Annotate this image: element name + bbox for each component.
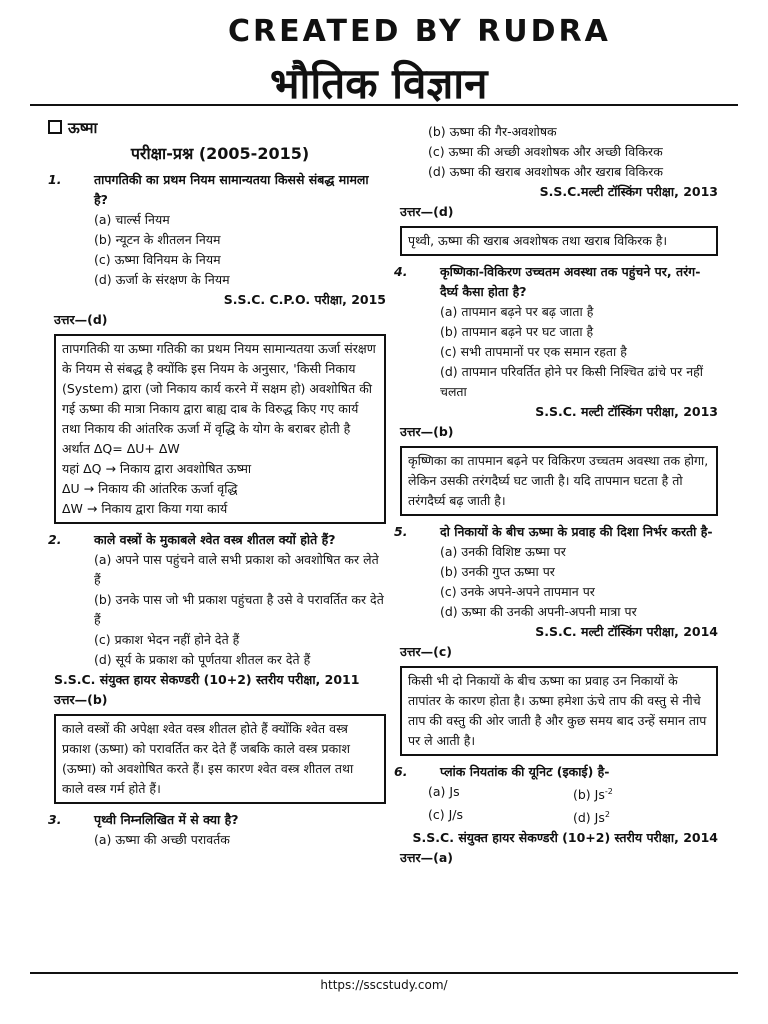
- right-column: [394, 122, 718, 868]
- question-number: 4.: [394, 264, 408, 279]
- option: (b) $Js^{-2}$: [573, 787, 613, 803]
- option: (b) तापमान बढ़ने पर घट जाता है: [440, 324, 594, 339]
- answer: उत्तर—(a): [400, 850, 453, 866]
- option: (c) प्रकाश भेदन नहीं होने देते हैं: [94, 632, 240, 647]
- superscript: 2: [604, 810, 610, 820]
- option: (d) Js$^2$: [573, 810, 610, 826]
- question-3: 3. पृथ्वी निम्नलिखित में से क्या है?: [54, 810, 386, 830]
- page-title: भौतिक विज्ञान: [270, 59, 488, 108]
- explanation-box: किसी भी दो निकायों के बीच ऊष्मा का प्रवाह उन निकायों के तापांतर के कारण होता है। ऊष्मा हमेशा ऊंचे ताप की वस्तु से नीचे ताप की वस्तु की ओर जाती है और कुछ समय बाद उन्हें समान ताप पर ले आती है।: [400, 666, 718, 756]
- exam-source: S.S.C. संयुक्त हायर सेकण्डरी (10+2) स्तरीय परीक्षा, 2011: [54, 672, 360, 687]
- option: (d) ऊष्मा की खराब अवशोषक और खराब विकिरक: [428, 164, 663, 179]
- question-number: 6.: [394, 764, 408, 779]
- option: (c) J/s: [428, 807, 464, 823]
- superscript: -2: [604, 787, 613, 796]
- checkbox-icon: [48, 120, 62, 134]
- explanation-text: यहां ΔQ → निकाय द्वारा अवशोषित ऊष्मा: [62, 461, 252, 476]
- question-number: 3.: [48, 812, 62, 827]
- option: (d) ऊष्मा की उनकी अपनी-अपनी मात्रा पर: [440, 604, 637, 619]
- option: (a) ऊष्मा की अच्छी परावर्तक: [94, 832, 230, 847]
- option: (b) उनके पास जो भी प्रकाश पहुंचता है उसे वे परावर्तित कर देते हैं: [94, 592, 384, 627]
- answer: उत्तर—(c): [400, 644, 452, 659]
- title-divider: [30, 104, 738, 106]
- option: (c) ऊष्मा की अच्छी अवशोषक और अच्छी विकिरक: [428, 144, 663, 159]
- option: (d) सूर्य के प्रकाश को पूर्णतया शीतल कर देते हैं: [94, 652, 311, 667]
- option: (c) सभी तापमानों पर एक समान रहता है: [440, 344, 627, 359]
- exam-source: S.S.C. मल्टी टॉस्किंग परीक्षा, 2013: [535, 404, 718, 419]
- footer-divider: [30, 972, 738, 974]
- option: (c) उनके अपने-अपने तापमान पर: [440, 584, 595, 599]
- exam-source: S.S.C. मल्टी टॉस्किंग परीक्षा, 2014: [535, 624, 718, 639]
- question-number: 1.: [48, 172, 62, 187]
- question-2: 2. काले वस्त्रों के मुकाबले श्वेत वस्त्र शीतल क्यों होते हैं?: [54, 530, 386, 550]
- option-row: [400, 805, 718, 828]
- question-5: 5. दो निकायों के बीच ऊष्मा के प्रवाह की दिशा निर्भर करती है-: [400, 522, 718, 542]
- section-heading: ऊष्मा: [48, 118, 386, 138]
- explanation-text: ΔU → निकाय की आंतरिक ऊर्जा वृद्धि: [62, 481, 238, 496]
- question-4: 4. कृष्णिका-विकिरण उच्चतम अवस्था तक पहुंचने पर, तरंग-दैर्घ्य कैसा होता है?: [394, 264, 701, 299]
- exam-source: S.S.C. C.P.O. परीक्षा, 2015: [223, 292, 386, 307]
- footer-url[interactable]: https://sscstudy.com/: [320, 978, 448, 992]
- exam-header: परीक्षा-प्रश्न (2005-2015): [130, 144, 310, 163]
- explanation-text: ΔW → निकाय द्वारा किया गया कार्य: [62, 501, 228, 516]
- watermark-text: CREATED BY RUDRA: [228, 14, 611, 49]
- option: (a) चार्ल्स नियम: [94, 212, 170, 227]
- option: (a) उनकी विशिष्ट ऊष्मा पर: [440, 544, 566, 559]
- question-1: 1. तापगतिकी का प्रथम नियम सामान्यतया किससे संबद्ध मामला है?: [48, 172, 369, 207]
- exam-source: S.S.C. संयुक्त हायर सेकण्डरी (10+2) स्तरीय परीक्षा, 2014: [412, 830, 718, 846]
- option-row: [400, 782, 718, 805]
- left-column: [48, 118, 386, 850]
- question-number: 5.: [394, 524, 408, 539]
- option: (a) तापमान बढ़ने पर बढ़ जाता है: [440, 304, 594, 319]
- option: (b) उनकी गुप्त ऊष्मा पर: [440, 564, 555, 579]
- explanation-box: [54, 334, 386, 524]
- option: (b) ऊष्मा की गैर-अवशोषक: [428, 124, 557, 139]
- option: (d) तापमान परिवर्तित होने पर किसी निश्चित ढांचे पर नहीं चलता: [440, 364, 704, 399]
- answer: उत्तर—(d): [54, 312, 108, 327]
- explanation-text: तापगतिकी या ऊष्मा गतिकी का प्रथम नियम सामान्यतया ऊर्जा संरक्षण के नियम से संबद्ध है क्योंकि इस नियम के अनुसार, 'किसी निकाय (System) द्वारा (जो निकाय कार्य करने में सक्षम हो) अवशोषित की गई ऊष्मा की मात्रा निकाय द्वारा बाह्य दाब के विरुद्ध किए गए कार्य तथा निकाय की आंतरिक ऊर्जा में वृद्धि के योग के बराबर होती है अर्थात ΔQ= ΔU+ ΔW: [62, 341, 376, 456]
- explanation-box: कृष्णिका का तापमान बढ़ने पर विकिरण उच्चतम अवस्था तक होगा, लेकिन उसकी तरंगदैर्घ्य घट जाती है। यदि तापमान घटता है तो तरंगदैर्घ्य बढ़ जाती है।: [400, 446, 718, 516]
- answer: उत्तर—(b): [54, 692, 108, 707]
- option: (c) ऊष्मा विनियम के नियम: [94, 252, 221, 267]
- answer: उत्तर—(d): [400, 204, 454, 219]
- option: (b) न्यूटन के शीतलन नियम: [94, 232, 221, 247]
- exam-source: S.S.C.मल्टी टॉस्किंग परीक्षा, 2013: [539, 184, 718, 199]
- question-number: 2.: [48, 532, 62, 547]
- answer: उत्तर—(b): [400, 424, 454, 439]
- explanation-box: पृथ्वी, ऊष्मा की खराब अवशोषक तथा खराब विकिरक है।: [400, 226, 718, 256]
- option: (a) अपने पास पहुंचने वाले सभी प्रकाश को अवशोषित कर लेते हैं: [94, 552, 379, 587]
- question-6: 6. प्लांक नियतांक की यूनिट (इकाई) है-: [400, 762, 718, 782]
- explanation-box: काले वस्त्रों की अपेक्षा श्वेत वस्त्र शीतल होते हैं क्योंकि श्वेत वस्त्र प्रकाश (ऊष्मा) को परावर्तित कर देते हैं जबकि काले वस्त्र प्रकाश (ऊष्मा) को अवशोषित करते हैं। इस कारण श्वेत वस्त्र शीतल तथा काले वस्त्र गर्म होते हैं।: [54, 714, 386, 804]
- option: (d) ऊर्जा के संरक्षण के नियम: [94, 272, 230, 287]
- option: (a) Js: [428, 784, 460, 799]
